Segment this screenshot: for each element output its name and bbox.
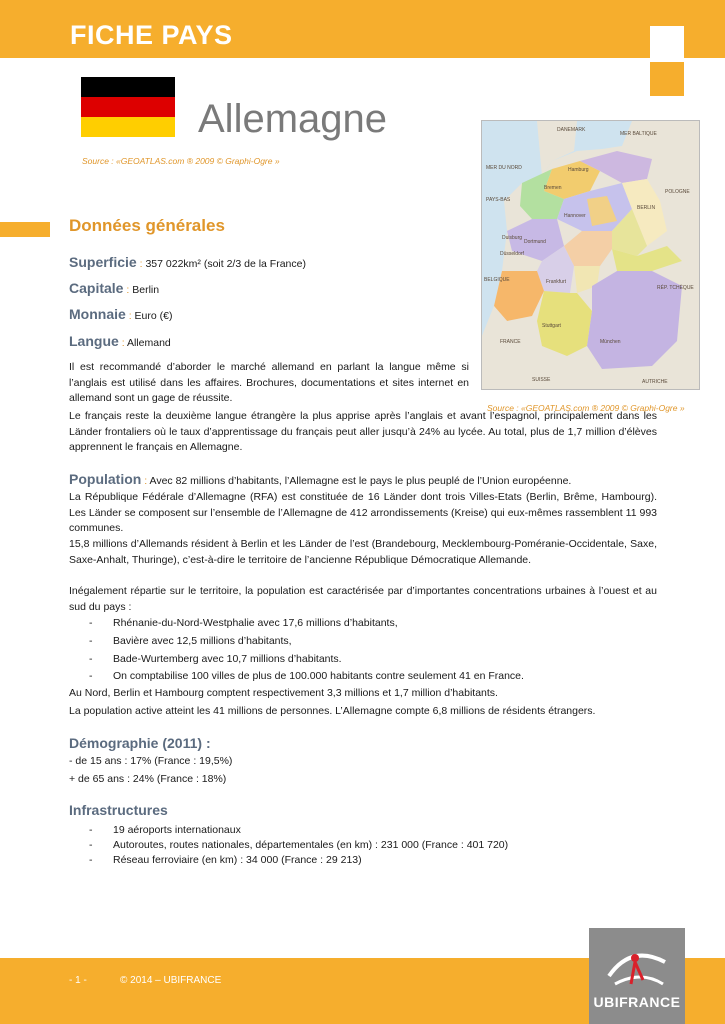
map-label-hamburg: Hamburg: [568, 167, 589, 173]
demographie-line-2: + de 65 ans : 24% (France : 18%): [69, 773, 227, 785]
population-bullet: - Rhénanie-du-Nord-Westphalie avec 17,6 millions d’habitants,: [89, 617, 398, 629]
header-square-orange: [650, 62, 684, 96]
map-label-pologne: POLOGNE: [665, 189, 690, 195]
general-heading: Données générales: [69, 216, 225, 235]
langue-paragraph-1: Il est recommandé d’aborder le marché allemand en parlant la langue même si l’anglais est utilisé dans les affaires. Brochures, documentations et sites internet en allemand sont un gage de réussite.: [69, 361, 469, 404]
infra-bullet: - Autoroutes, routes nationales, départementales (en km) : 231 000 (France : 401 720): [89, 839, 509, 851]
flag-source: Source : «GEOATLAS.com ® 2009 © Graphi-Ogre »: [82, 156, 280, 166]
map-label-dortmund: Dortmund: [524, 239, 546, 245]
map-label-stuttgart: Stuttgart: [542, 323, 561, 329]
demographie-line-1: - de 15 ans : 17% (France : 19,5%): [69, 755, 233, 767]
country-name: Allemagne: [198, 97, 388, 141]
population-intro: Avec 82 millions d’habitants, l’Allemagne est le pays le plus peuplé de l’Union européenne.: [149, 475, 572, 487]
map-label-berlin: BERLIN: [637, 205, 656, 211]
population-paragraph-4: Au Nord, Berlin et Hambourg comptent respectivement 3,3 millions et 1,7 million d’habitants.: [69, 687, 498, 699]
map-source: Source : «GEOATLAS.com ® 2009 © Graphi-Ogre »: [487, 403, 685, 413]
map-label-dusseldorf: Düsseldorf: [500, 251, 524, 257]
population-paragraph-1: La République Fédérale d’Allemagne (RFA) est constituée de 16 Länder dont trois Villes-Etats (Berlin, Brême, Hambourg). Les Länder se composent sur l’ensemble de l’Allemagne de 412 arrondissements (Kreise) qui eux-mêmes rassemblent 11 993 communes.: [69, 491, 657, 534]
population-sep: :: [141, 475, 150, 487]
population-bullet: - Bavière avec 12,5 millions d’habitants,: [89, 635, 292, 647]
monnaie-row: [69, 306, 172, 322]
map-label-hannover: Hannover: [564, 213, 586, 219]
map-label-bremen: Bremen: [544, 185, 562, 191]
infra-bullet-text: Autoroutes, routes nationales, départementales (en km) : 231 000 (France : 401 720): [113, 839, 509, 851]
population-label: Population: [69, 471, 142, 487]
map-label-danemark: DANEMARK: [557, 127, 586, 133]
capitale-value: Berlin: [132, 284, 160, 296]
population-bullet: - On comptabilise 100 villes de plus de 100.000 habitants contre seulement 41 en France.: [89, 670, 524, 682]
page-number: - 1 -: [69, 975, 87, 986]
header-square-white: [650, 26, 684, 60]
map-label-suisse: SUISSE: [532, 377, 551, 383]
section-marker: [0, 222, 50, 237]
population-bullet-text: Bavière avec 12,5 millions d’habitants,: [113, 635, 292, 647]
ubifrance-logo: [589, 928, 685, 1024]
demographie-heading: Démographie (2011) :: [69, 735, 211, 751]
header-title: FICHE PAYS: [70, 20, 233, 50]
map-label-pays-bas: PAYS-BAS: [486, 197, 511, 203]
langue-paragraph-2: Le français reste la deuxième langue étrangère la plus apprise après l’anglais et avant l’espagnol, principalement dans les Länder frontaliers où le taux d’apprentissage du français peut aller jusqu’à 24% au lycée. Au total, plus de 1,7 million d’élèves apprennent le français en Allemagne.: [69, 410, 657, 453]
footer-copyright: © 2014 – UBIFRANCE: [120, 975, 222, 986]
map-label-munchen: München: [600, 339, 621, 345]
population-paragraph-5: La population active atteint les 41 millions de personnes. L’Allemagne compte 6,8 millions de résidents étrangers.: [69, 705, 596, 717]
map-label-france: FRANCE: [500, 339, 521, 345]
superficie-sep: :: [136, 258, 146, 270]
population-bullet-text: Rhénanie-du-Nord-Westphalie avec 17,6 millions d’habitants,: [113, 617, 398, 629]
map-label-duisburg: Duisburg: [502, 235, 523, 241]
monnaie-label: Monnaie: [69, 306, 126, 322]
monnaie-value: Euro (€): [134, 310, 173, 322]
map-label-frankfurt: Frankfurt: [546, 279, 567, 285]
superficie-label: Superficie: [69, 254, 137, 270]
map-label-rep-tcheque: RÉP. TCHÈQUE: [657, 285, 694, 291]
population-row: [69, 471, 571, 487]
population-paragraph-3: Inégalement répartie sur le territoire, la population est caractérisée par d’importantes concentrations urbaines à l’ouest et au sud du pays :: [69, 585, 657, 613]
population-paragraph-2: 15,8 millions d’Allemands résident à Berlin et les Länder de l’est (Brandebourg, Mecklembourg-Poméranie-Occidentale, Saxe, Saxe-Anhalt, Thuringe), c’est-à-dire le territoire de l’ancienne République Démocratique Allemande.: [69, 538, 657, 566]
population-bullet-text: On comptabilise 100 villes de plus de 100.000 habitants contre seulement 41 en France.: [113, 670, 524, 682]
capitale-label: Capitale: [69, 280, 124, 296]
infra-bullet: - Réseau ferroviaire (en km) : 34 000 (France : 29 213): [89, 854, 362, 866]
map-label-autriche: AUTRICHE: [642, 379, 668, 385]
infra-bullet-text: Réseau ferroviaire (en km) : 34 000 (France : 29 213): [113, 854, 362, 866]
superficie-row: [69, 254, 306, 270]
map-label-mer-du-nord: MER DU NORD: [486, 165, 522, 171]
ubifrance-logo-icon: [601, 940, 673, 994]
capitale-sep: :: [123, 284, 133, 296]
langue-sep: :: [118, 337, 127, 349]
map-label-mer-baltique: MER BALTIQUE: [620, 131, 657, 137]
monnaie-sep: :: [125, 310, 135, 322]
infra-heading: Infrastructures: [69, 802, 168, 818]
superficie-value: 357 022km² (soit 2/3 de la France): [145, 258, 306, 270]
map-label-belgique: BELGIQUE: [484, 277, 510, 283]
infra-bullet: - 19 aéroports internationaux: [89, 824, 241, 836]
capitale-row: [69, 280, 159, 296]
germany-map: [481, 120, 700, 390]
infra-bullet-text: 19 aéroports internationaux: [113, 824, 241, 836]
langue-label: Langue: [69, 333, 119, 349]
logo-text: UBIFRANCE: [593, 994, 681, 1010]
germany-flag: [81, 77, 175, 137]
population-bullet-text: Bade-Wurtemberg avec 10,7 millions d’habitants.: [113, 653, 342, 665]
langue-row: [69, 333, 171, 349]
langue-value: Allemand: [126, 337, 171, 349]
population-bullet: - Bade-Wurtemberg avec 10,7 millions d’habitants.: [89, 653, 342, 665]
